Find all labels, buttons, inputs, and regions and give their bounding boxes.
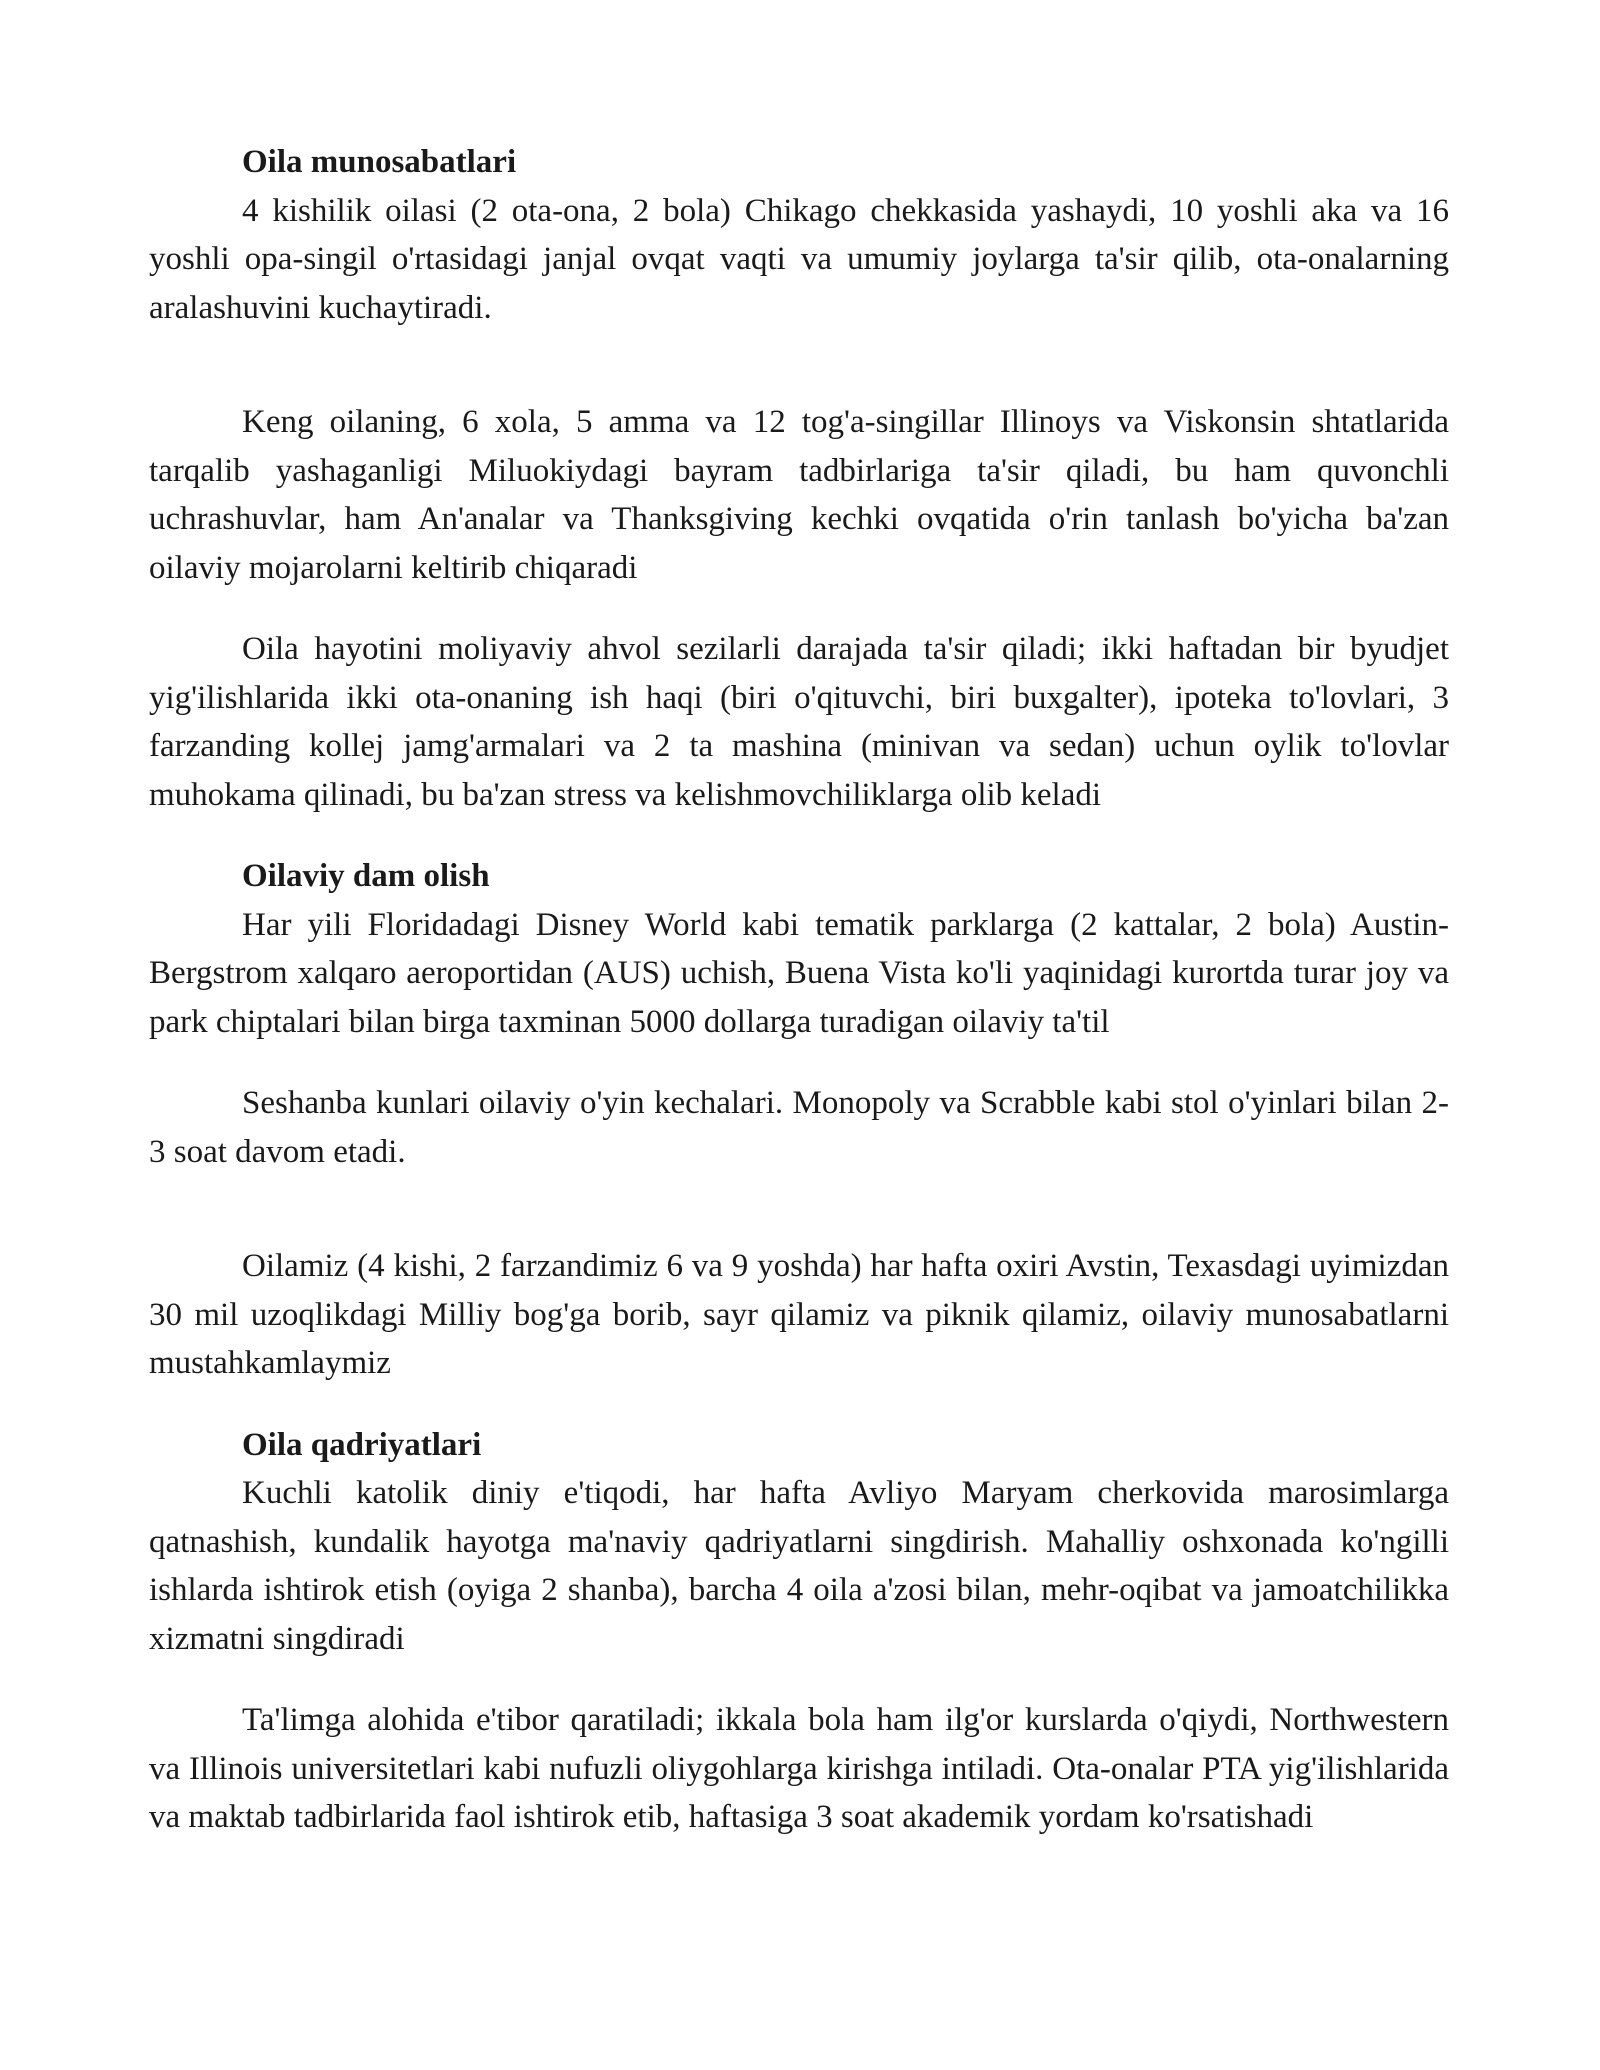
section-heading: Oila qadriyatlari (242, 1426, 482, 1463)
spacer (149, 1176, 1449, 1242)
section-family-relations (149, 138, 1449, 819)
paragraph: Oilamiz (4 kishi, 2 farzandimiz 6 va 9 yoshda) har hafta oxiri Avstin, Texasdagi uyimizdan 30 mil uzoqlikdagi Milliy bog'ga borib, sayr qilamiz va piknik qilamiz, oilaviy munosabatlarni mustahkamlaymiz (149, 1248, 1449, 1381)
paragraph: Keng oilaning, 6 xola, 5 amma va 12 tog'a-singillar Illinoys va Viskonsin shtatlarida tarqalib yashaganligi Miluokiydagi bayram tadbirlariga ta'sir qiladi, bu ham quvonchli uchrashuvlar, ham An'analar va Thanksgiving kechki ovqatida o'rin tanlash bo'yicha ba'zan oilaviy mojarolarni keltirib chiqaradi (149, 404, 1449, 586)
paragraph: Seshanba kunlari oilaviy o'yin kechalari. Monopoly va Scrabble kabi stol o'yinlari bilan 2-3 soat davom etadi. (149, 1085, 1449, 1170)
spacer (149, 592, 1449, 625)
spacer (149, 1663, 1449, 1696)
spacer (149, 1388, 1449, 1421)
section-heading: Oila munosabatlari (242, 144, 517, 180)
document-page (149, 138, 1449, 1842)
section-heading: Oilaviy dam olish (242, 858, 490, 894)
paragraph: Oila hayotini moliyaviy ahvol sezilarli darajada ta'sir qiladi; ikki haftadan bir byudjet yig'ilishlarida ikki ota-onaning ish haqi (biri o'qituvchi, biri buxgalter), ipoteka to'lovlari, 3 farzanding kollej jamg'armalari va 2 ta mashina (minivan va sedan) uchun oylik to'lovlar muhokama qilinadi, bu ba'zan stress va kelishmovchiliklarga olib keladi (149, 631, 1449, 813)
section-family-values (149, 1421, 1449, 1842)
paragraph: Har yili Floridadagi Disney World kabi tematik parklarga (2 kattalar, 2 bola) Austin-Bergstrom xalqaro aeroportidan (AUS) uchish, Buena Vista ko'li yaqinidagi kurortda turar joy va park chiptalari bilan birga taxminan 5000 dollarga turadigan oilaviy ta'til (149, 906, 1449, 1040)
paragraph: Kuchli katolik diniy e'tiqodi, har hafta Avliyo Maryam cherkovida marosimlarga qatnashish, kundalik hayotga ma'naviy qadriyatlarni singdirish. Mahalliy oshxonada ko'ngilli ishlarda ishtirok etish (oyiga 2 shanba), barcha 4 oila a'zosi bilan, mehr-oqibat va jamoatchilikka xizmatni singdiradi (149, 1475, 1449, 1657)
paragraph: 4 kishilik oilasi (2 ota-ona, 2 bola) Chikago chekkasida yashaydi, 10 yoshli aka va 16 yoshli opa-singil o'rtasidagi janjal ovqat vaqti va umumiy joylarga ta'sir qilib, ota-onalarning aralashuvini kuchaytiradi. (149, 192, 1449, 326)
paragraph: Ta'limga alohida e'tibor qaratiladi; ikkala bola ham ilg'or kurslarda o'qiydi, Northwestern va Illinois universitetlari kabi nufuzli oliygohlarga kirishga intiladi. Ota-onalar PTA yig'ilishlarida va maktab tadbirlarida faol ishtirok etib, haftasiga 3 soat akademik yordam ko'rsatishadi (149, 1702, 1449, 1835)
spacer (149, 1046, 1449, 1079)
spacer (149, 332, 1449, 398)
section-family-leisure (149, 852, 1449, 1388)
spacer (149, 819, 1449, 852)
